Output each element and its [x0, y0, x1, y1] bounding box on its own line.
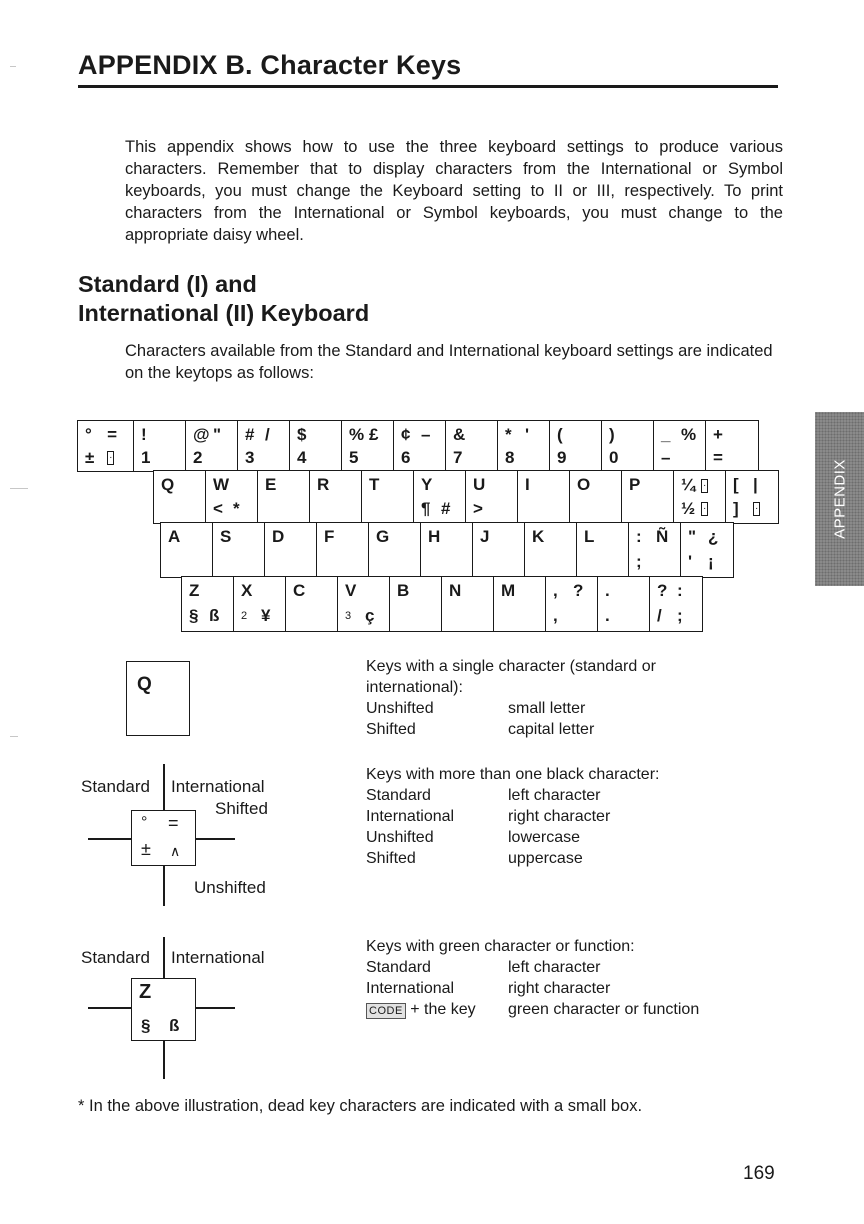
key-glyph: /: [657, 605, 662, 625]
keyboard-key: [368, 522, 422, 578]
key-glyph: =: [713, 447, 723, 467]
keyboard-key: [472, 522, 526, 578]
keyboard-key: [725, 470, 779, 524]
keyboard-key: [653, 420, 707, 472]
key-glyph: 2: [193, 447, 203, 467]
key-glyph: [753, 500, 760, 518]
key-glyph: 3: [245, 447, 255, 467]
keyboard-key: [212, 522, 266, 578]
page-number: 169: [743, 1163, 775, 1184]
key-glyph: =: [168, 813, 179, 833]
keyboard-key: [705, 420, 759, 472]
legend-row-value: small letter: [508, 700, 586, 717]
label-unshifted: Unshifted: [194, 878, 266, 897]
keyboard-key: [465, 470, 519, 524]
key-glyph: ¼: [681, 475, 696, 494]
legend-row-value: right character: [508, 980, 611, 997]
key-glyph: ß: [209, 605, 220, 625]
key-glyph: §: [141, 1016, 151, 1035]
keyboard-key: [361, 470, 415, 524]
keyboard-key: [576, 522, 630, 578]
intro-paragraph: This appendix shows how to use the three keyboard settings to produce various characters. Remember that to display characters from the International or Symbol keyboards, you must change the Keyboard setting to II or III, respectively. To print characters from the International or Symbol keyboards, you must change to the appropriate daisy wheel.: [125, 138, 783, 244]
key-glyph: %: [349, 425, 365, 444]
key-glyph: Q: [161, 475, 175, 494]
keyboard-key: [237, 420, 291, 472]
keyboard-key: [497, 420, 551, 472]
key-glyph: !: [141, 425, 147, 444]
key-glyph: .: [605, 581, 610, 600]
legend-row: [366, 827, 746, 848]
appendix-side-tab: [815, 412, 864, 586]
keyboard-key: [569, 470, 623, 524]
legend-row-value: uppercase: [508, 850, 583, 867]
legend-row: [366, 957, 766, 978]
legend-single-text: [366, 656, 726, 740]
keyboard-key: [309, 470, 363, 524]
code-suffix: + the key: [405, 1001, 476, 1018]
legend-row-value: left character: [508, 959, 601, 976]
key-glyph: 6: [401, 447, 411, 467]
key-glyph: /: [265, 425, 270, 444]
keyboard-key: [185, 420, 239, 472]
key-glyph: S: [220, 527, 232, 546]
scan-mark: [10, 736, 18, 737]
key-glyph: +: [713, 425, 723, 444]
legend-row-label: [366, 999, 508, 1020]
legend-row: [366, 719, 726, 740]
key-glyph: >: [473, 498, 483, 518]
key-glyph: .: [605, 605, 610, 625]
keyboard-key: [257, 470, 311, 524]
key-glyph: *: [505, 425, 512, 444]
keyboard-key: [337, 576, 391, 632]
key-glyph: ): [609, 425, 615, 444]
key-glyph: E: [265, 475, 277, 494]
key-glyph: ': [525, 425, 530, 444]
legend-row-value: lowercase: [508, 829, 581, 846]
keyboard-key: [393, 420, 447, 472]
key-glyph: W: [213, 475, 230, 494]
key-glyph: <: [213, 498, 223, 518]
key-glyph: –: [661, 447, 671, 467]
scan-mark: [10, 488, 28, 489]
key-glyph: £: [369, 425, 379, 444]
section-heading-line1: Standard (I) and: [78, 271, 257, 297]
label-standard: Standard: [81, 777, 150, 796]
keyboard-key: [160, 522, 214, 578]
label-international: International: [171, 777, 265, 796]
legend-key-multi: [131, 810, 196, 866]
key-glyph: Ñ: [656, 527, 669, 546]
legend-row: [366, 785, 746, 806]
legend-row-label: Shifted: [366, 850, 416, 867]
legend-row: [366, 999, 766, 1020]
keyboard-key: [413, 470, 467, 524]
key-glyph: %: [681, 425, 697, 444]
key-glyph: 1: [141, 447, 151, 467]
keyboard-key: [517, 470, 571, 524]
key-glyph: 8: [505, 447, 515, 467]
keyboard-key: [77, 420, 135, 472]
key-glyph: –: [421, 425, 431, 444]
scan-mark: [10, 66, 16, 67]
keyboard-key: [153, 470, 207, 524]
keyboard-key: [549, 420, 603, 472]
legend-row: [366, 806, 746, 827]
keyboard-key: [181, 576, 235, 632]
key-glyph: §: [189, 605, 199, 625]
legend-row-label: Standard: [366, 959, 431, 976]
label-international: International: [171, 948, 265, 967]
key-glyph: ?: [573, 581, 584, 600]
legend-multi-heading: Keys with more than one black character:: [366, 766, 660, 783]
key-glyph: 0: [609, 447, 619, 467]
dead-key-box-icon: ·: [109, 452, 113, 464]
key-glyph: C: [293, 581, 306, 600]
legend-row-label: International: [366, 980, 455, 997]
keyboard-key: [341, 420, 395, 472]
keyboard-key: [673, 470, 727, 524]
legend-key-single: [126, 661, 190, 736]
keyboard-key: [420, 522, 474, 578]
keyboard-key: [441, 576, 495, 632]
key-glyph: _: [661, 425, 671, 444]
key-glyph: $: [297, 425, 307, 444]
section-heading-line2: International (II) Keyboard: [78, 300, 370, 326]
legend-single-heading: Keys with a single character (standard or international):: [366, 658, 656, 696]
keyboard-key: [389, 576, 443, 632]
key-glyph: @: [193, 425, 210, 444]
key-glyph: N: [449, 581, 462, 600]
legend-row-label: Unshifted: [366, 700, 434, 717]
keyboard-key: [524, 522, 578, 578]
key-glyph: Z: [189, 581, 200, 600]
legend-multi-text: [366, 764, 746, 869]
keyboard-key: [628, 522, 682, 578]
key-glyph: |: [753, 475, 758, 494]
key-glyph: ±: [141, 839, 151, 859]
keyboard-key: [601, 420, 655, 472]
key-glyph: =: [107, 425, 118, 444]
key-glyph: J: [480, 527, 490, 546]
dead-key-box-icon: ·: [755, 503, 759, 515]
legend-green-text: [366, 936, 766, 1020]
key-glyph: ': [688, 551, 693, 571]
key-glyph: :: [636, 527, 642, 546]
key-glyph: *: [233, 498, 240, 518]
key-glyph: T: [369, 475, 380, 494]
legend-row-value: right character: [508, 808, 611, 825]
key-glyph: &: [453, 425, 466, 444]
keyboard-key: [680, 522, 734, 578]
key-glyph: °: [85, 425, 92, 444]
legend-row-value: left character: [508, 787, 601, 804]
key-glyph: 5: [349, 447, 359, 467]
key-glyph: ß: [169, 1016, 180, 1035]
key-glyph: #: [245, 425, 255, 444]
label-standard: Standard: [81, 948, 150, 967]
keyboard-key: [285, 576, 339, 632]
key-glyph: ": [213, 425, 222, 444]
key-glyph: B: [397, 581, 410, 600]
key-glyph: K: [532, 527, 545, 546]
section-intro: Characters available from the Standard and International keyboard settings are indicated on the keytops as follows:: [125, 342, 773, 382]
key-glyph: ¥: [261, 605, 271, 625]
keyboard-key: [621, 470, 675, 524]
key-glyph: O: [577, 475, 591, 494]
key-glyph: :: [677, 581, 683, 600]
key-glyph: ?: [657, 581, 668, 600]
legend-row-label: Standard: [366, 787, 431, 804]
keyboard-key: [205, 470, 259, 524]
keyboard-key: [493, 576, 547, 632]
key-glyph: °: [141, 814, 148, 831]
keyboard-key: [597, 576, 651, 632]
keyboard-key: [264, 522, 318, 578]
key-glyph: Y: [421, 475, 433, 494]
keyboard-key: [289, 420, 343, 472]
key-glyph: #: [441, 498, 451, 518]
code-key-icon: CODE: [366, 1003, 406, 1019]
key-glyph: [701, 476, 708, 494]
section-heading: [78, 270, 369, 328]
key-glyph: M: [501, 581, 516, 600]
keyboard-key: [649, 576, 703, 632]
key-glyph: 9: [557, 447, 567, 467]
side-tab-label: APPENDIX: [831, 459, 848, 539]
legend-row: [366, 848, 746, 869]
legend-row-label: Unshifted: [366, 829, 434, 846]
footnote: * In the above illustration, dead key characters are indicated with a small box.: [78, 1097, 643, 1115]
key-glyph: ½: [681, 498, 696, 518]
legend-row-value: capital letter: [508, 721, 595, 738]
legend-row-value: green character or function: [508, 1001, 700, 1018]
key-glyph: ç: [365, 605, 375, 625]
key-glyph: U: [473, 475, 486, 494]
keyboard-key: [316, 522, 370, 578]
key-glyph: X: [241, 581, 253, 600]
legend-green-heading: Keys with green character or function:: [366, 938, 635, 955]
key-glyph: A: [168, 527, 181, 546]
key-glyph: G: [376, 527, 390, 546]
key-glyph: ": [688, 527, 697, 546]
key-glyph: D: [272, 527, 285, 546]
key-glyph: ¢: [401, 425, 411, 444]
legend-key-green: [131, 978, 196, 1041]
keyboard-key: [545, 576, 599, 632]
key-glyph: ¶: [421, 498, 431, 518]
legend-row-label: International: [366, 808, 455, 825]
key-glyph: ]: [733, 498, 739, 518]
key-glyph: Z: [139, 981, 152, 1003]
key-glyph: V: [345, 581, 357, 600]
key-glyph: ;: [636, 551, 642, 571]
key-glyph: ,: [553, 605, 558, 625]
keyboard-key: [133, 420, 187, 472]
key-glyph: 4: [297, 447, 307, 467]
key-glyph: ±: [85, 447, 95, 467]
key-glyph: ¡: [708, 551, 714, 571]
keyboard-key: [233, 576, 287, 632]
key-glyph: [107, 449, 114, 467]
key-glyph: I: [525, 475, 530, 494]
key-glyph: P: [629, 475, 641, 494]
key-glyph: L: [584, 527, 595, 546]
key-glyph: 3: [345, 609, 352, 622]
page-title: APPENDIX B. Character Keys: [78, 50, 778, 88]
label-shifted: Shifted: [215, 799, 268, 818]
keyboard-key: [445, 420, 499, 472]
key-glyph: ,: [553, 581, 558, 600]
key-glyph: ;: [677, 605, 683, 625]
key-glyph: H: [428, 527, 441, 546]
dead-key-box-icon: ·: [703, 503, 707, 515]
key-glyph: [: [733, 475, 739, 494]
key-glyph: R: [317, 475, 330, 494]
dead-key-box-icon: ·: [703, 479, 707, 491]
key-glyph: F: [324, 527, 335, 546]
key-glyph: (: [557, 425, 563, 444]
key-glyph: ¿: [708, 527, 719, 546]
key-glyph: ∧: [170, 843, 181, 859]
legend-row-label: Shifted: [366, 721, 416, 738]
legend-row: [366, 978, 766, 999]
key-glyph: 2: [241, 609, 248, 622]
key-glyph: 7: [453, 447, 463, 467]
legend-key-letter: Q: [137, 674, 152, 695]
key-glyph: [701, 500, 708, 518]
legend-row: [366, 698, 726, 719]
